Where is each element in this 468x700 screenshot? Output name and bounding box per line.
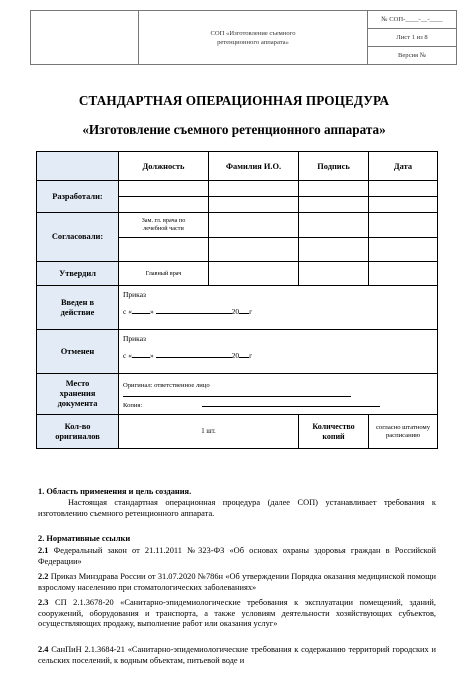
label-developed: Разработали: [37,181,119,213]
storage-cell [119,374,438,415]
copies-value-line2: расписанию [385,431,421,439]
label-originals-line2: оригиналов [55,431,100,441]
label-agreed: Согласовали: [37,213,119,262]
copies-value-line1: согласно штатному [375,423,431,431]
introduced-date-line: с « » 20 г [123,307,253,316]
storage-original-label: Оригинал: ответственное лицо [123,382,210,389]
copies-value [369,415,438,449]
table-row-approved [37,262,438,286]
reference-2-3 [38,598,436,630]
cancelled-day-blank [132,350,150,358]
reference-2-1 [38,546,436,567]
label-introduced [37,286,119,330]
reference-2-4-text: СанПиН 2.1.3684-21 «Санитарно-эпидемиологические требования к содержанию территорий городских и сельских поселений, к водным объектам, питьевой воде и [38,645,436,665]
introduced-from-label: с [123,307,127,316]
agreed-position-1 [119,213,209,238]
developed-signature-1 [299,181,369,197]
cancelled-year-blank [239,350,249,358]
reference-2-1-number: 2.1 [38,546,49,555]
cancelled-date-line: с « » 20 г [123,351,253,360]
storage-original-line [123,382,437,399]
agreed-signature-1 [299,213,369,238]
cancelled-year-prefix: 20 [231,351,240,360]
storage-copy-line [123,399,437,409]
col-name: Фамилия И.О. [209,152,299,181]
agreed-signature-2 [299,238,369,262]
developed-position-2 [119,197,209,213]
col-date: Дата [369,152,438,181]
introduced-order-cell [119,286,438,330]
table-row-introduced [37,286,438,330]
label-introduced-line1: Введен в [60,297,95,307]
label-copies-count [299,415,369,449]
developed-date-2 [369,197,438,213]
label-copies-line1: Количество [312,421,355,431]
label-copies-line2: копий [322,431,345,441]
header-sop-line2: ретенционного аппарата» [217,38,289,46]
reference-2-2 [38,572,436,593]
header-version: Версия № [368,47,457,65]
reference-2-3-text: СП 2.1.3678-20 «Санитарно-эпидемиологические требования к эксплуатации помещений, зданий, сооружений, оборудования и транспорта, а также условиям деятельности хозяйствующих субъектов, осуществляющих продажу, выполнение работ или оказания услуг» [38,598,436,628]
header-sop-title [139,11,368,65]
reference-2-2-text: Приказ Минздрава России от 31.07.2020 №786н «Об утверждении Порядка оказания медицинской помощи взрослому населению при стоматологических заболеваниях» [38,572,437,592]
table-row-storage [37,374,438,415]
developed-date-1 [369,181,438,197]
col-position: Должность [119,152,209,181]
label-originals-line1: Кол-во [64,421,91,431]
label-storage-line3: документа [57,399,98,408]
header-doc-number: № СОП-____-__-____ [368,11,457,29]
developed-name-2 [209,197,299,213]
section-1-title: 1. Область применения и цель создания. [38,487,192,496]
cancelled-order-label: Приказ [123,334,147,343]
document-title: СТАНДАРТНАЯ ОПЕРАЦИОННАЯ ПРОЦЕДУРА [78,93,390,108]
agreed-date-2 [369,238,438,262]
table-row-counts [37,415,438,449]
header-logo-cell [31,11,139,65]
developed-signature-2 [299,197,369,213]
agreed-position-2 [119,238,209,262]
document-subtitle: «Изготовление съемного ретенционного аппарата» [82,122,386,137]
reference-2-4-number: 2.4 [38,645,49,654]
label-cancelled: Отменен [37,330,119,374]
approved-position: Главный врач [119,262,209,286]
label-introduced-line2: действие [60,307,95,317]
header-sheet: Лист 1 из 8 [368,29,457,47]
header-sop-line1: СОП «Изготовление съемного [210,29,296,37]
corner-cell [37,152,119,181]
storage-original-blank [123,389,351,397]
table-row-cancelled [37,330,438,374]
table-header-row [37,152,438,181]
approved-signature [299,262,369,286]
agreed-name-2 [209,238,299,262]
developed-name-1 [209,181,299,197]
reference-2-1-text: Федеральный закон от 21.11.2011 №323-ФЗ «Об основах охраны здоровья граждан в Российской Федерации» [38,546,436,566]
cancelled-order-cell [119,330,438,374]
section-1-text: Настоящая стандартная операционная процедура (далее СОП) устанавливает требования к изготовлению съемного ретенционного аппарата. [38,498,436,518]
cancelled-month-blank [156,350,232,358]
cancelled-year-suffix: г [249,351,253,360]
introduced-day-blank [132,306,150,314]
introduced-year-blank [239,306,249,314]
introduced-month-blank [156,306,232,314]
originals-value: 1 шт. [119,415,299,449]
agreed-name-1 [209,213,299,238]
table-row-agreed-1 [37,213,438,238]
col-signature: Подпись [299,152,369,181]
label-storage [37,374,119,415]
approved-name [209,262,299,286]
label-storage-line2: хранения [59,389,96,398]
developed-position-1 [119,181,209,197]
agreed-position-line1: Зам. гл. врача по [141,217,186,224]
label-originals-count [37,415,119,449]
reference-2-3-number: 2.3 [38,598,49,607]
cancelled-from-label: с [123,351,127,360]
approval-table [36,151,438,449]
introduced-year-prefix: 20 [231,307,240,316]
storage-copy-blank [202,399,380,407]
introduced-year-suffix: г [249,307,253,316]
agreed-position-line2: лечебной части [143,225,184,232]
document-header [30,10,457,65]
reference-2-4 [38,645,436,666]
agreed-date-1 [369,213,438,238]
introduced-order-label: Приказ [123,290,147,299]
storage-copy-label: Копия: [123,402,143,409]
section-2-title: 2. Нормативные ссылки [38,534,131,543]
label-storage-line1: Место [65,379,90,388]
reference-2-2-number: 2.2 [38,572,49,581]
approved-date [369,262,438,286]
label-approved: Утвердил [37,262,119,286]
table-row-developed-1 [37,181,438,197]
